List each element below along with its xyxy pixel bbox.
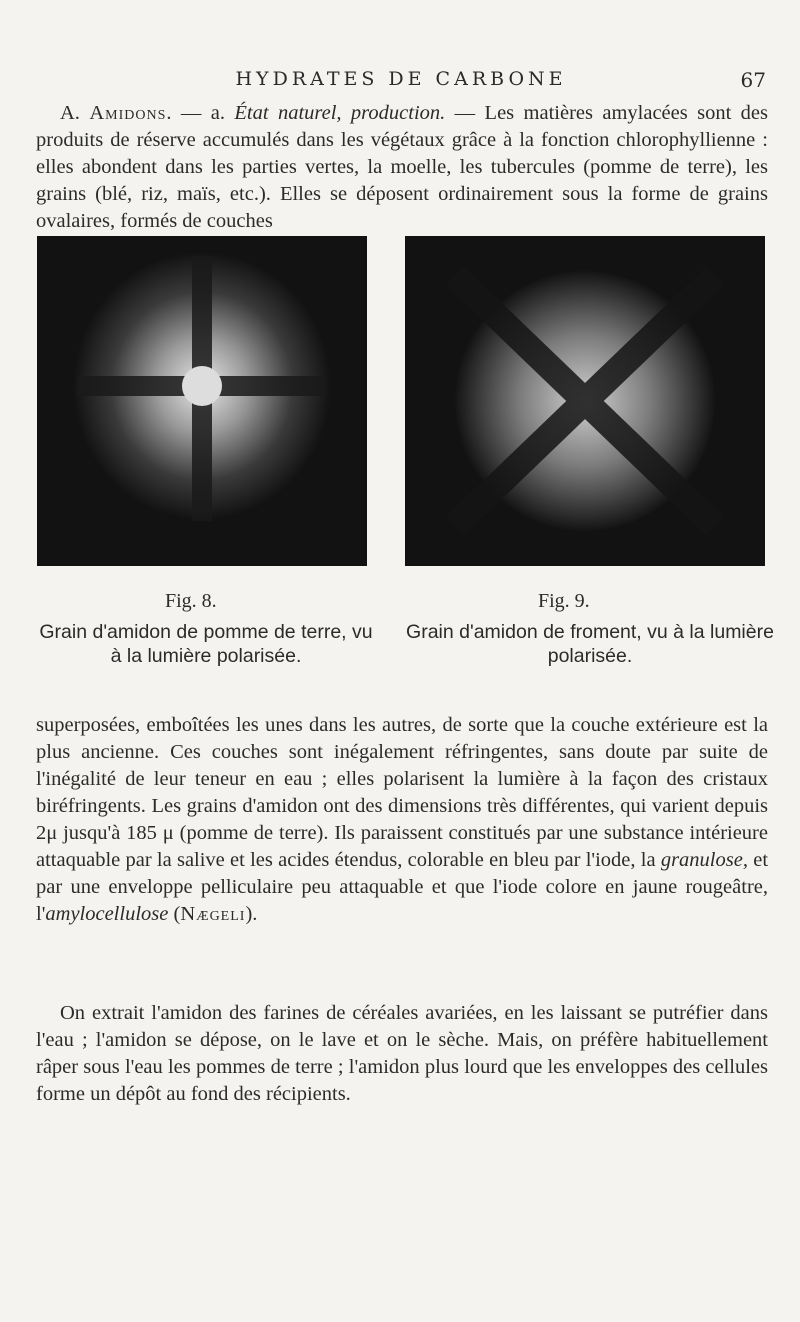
paragraph-properties: [36, 712, 768, 928]
paren-open: (: [173, 903, 181, 925]
page-number: 67: [740, 68, 766, 92]
paren-close: ).: [245, 903, 258, 925]
running-title: HYDRATES DE CARBONE: [235, 68, 567, 90]
figure-8-number: Fig. 8.: [165, 590, 217, 612]
running-head: [36, 68, 766, 98]
subsection-label: — a.: [180, 102, 226, 124]
section-name: Amidons: [89, 102, 167, 124]
section-label: A.: [60, 102, 80, 124]
author-naegeli: Nægeli: [180, 903, 246, 925]
paragraph-properties-text-b: et par une enveloppe pelliculaire peu attaquable et que l'iode colore en jaune rougeâtre, l': [36, 849, 769, 925]
paragraph-extraction-text: On extrait l'amidon des farines de céréales avariées, en les laissant se putréfier dans l'eau ; l'amidon se dépose, on le lave et on le sèche. Mais, on préfère habituellement râper sous l'eau les pommes de terre ; l'amidon plus lourd que les enveloppes des cellules forme un dépôt au fond des récipients.: [36, 1002, 768, 1105]
figure-potato-starch-image: [37, 236, 367, 566]
figure-wheat-starch-image: [405, 236, 765, 566]
term-amylocellulose: amylocellulose: [45, 903, 169, 925]
figure-8-caption: Grain d'amidon de pomme de terre, vu à la lumière polarisée.: [39, 621, 373, 667]
paragraph-extraction: [36, 1000, 768, 1108]
paragraph-properties-text-a: superposées, emboîtées les unes dans les autres, de sorte que la couche extérieure est la plus ancienne. Ces couches sont inégalement réfringentes, sans doute par suite de l'inégalité de leur teneur en eau ; elles polarisent la lumière à la façon des cristaux biréfringents. Les grains d'amidon ont des dimensions très différentes, qui varient depuis 2μ jusqu'à 185 μ (pomme de terre). Ils paraissent constitués par une substance intérieure attaquable par la salive et les acides étendus, colorable en bleu par l'iode, la: [36, 714, 768, 871]
subsection-title: État naturel, production.: [234, 102, 446, 124]
figure-9-number: Fig. 9.: [538, 590, 590, 612]
term-granulose: granulose,: [660, 849, 748, 871]
figure-9-caption: Grain d'amidon de froment, vu à la lumière polarisée.: [406, 621, 774, 667]
paragraph-intro: A. Amidons. — a. État naturel, production. — Les matières amylacées sont des produits de réserve accumulés dans les végétaux grâce à la fonction chlorophyllienne : elles abondent dans les parties vertes, la moelle, les tubercules (pomme de terre), les grains (blé, riz, maïs, etc.). Elles se déposent ordinairement sous la forme de grains ovalaires, formés de couches: [36, 102, 769, 232]
paragraph-intro-text: — Les matières amylacées sont des produits de réserve accumulés dans les végétaux grâce à la fonction chlorophyllienne : elles abondent dans les parties vertes, la moelle, les tubercules (pomme de terre), les grains (blé, riz, maïs, etc.). Elles se déposent ordinairement sous la forme de grains ovalaires, formés de couches: [36, 102, 769, 232]
